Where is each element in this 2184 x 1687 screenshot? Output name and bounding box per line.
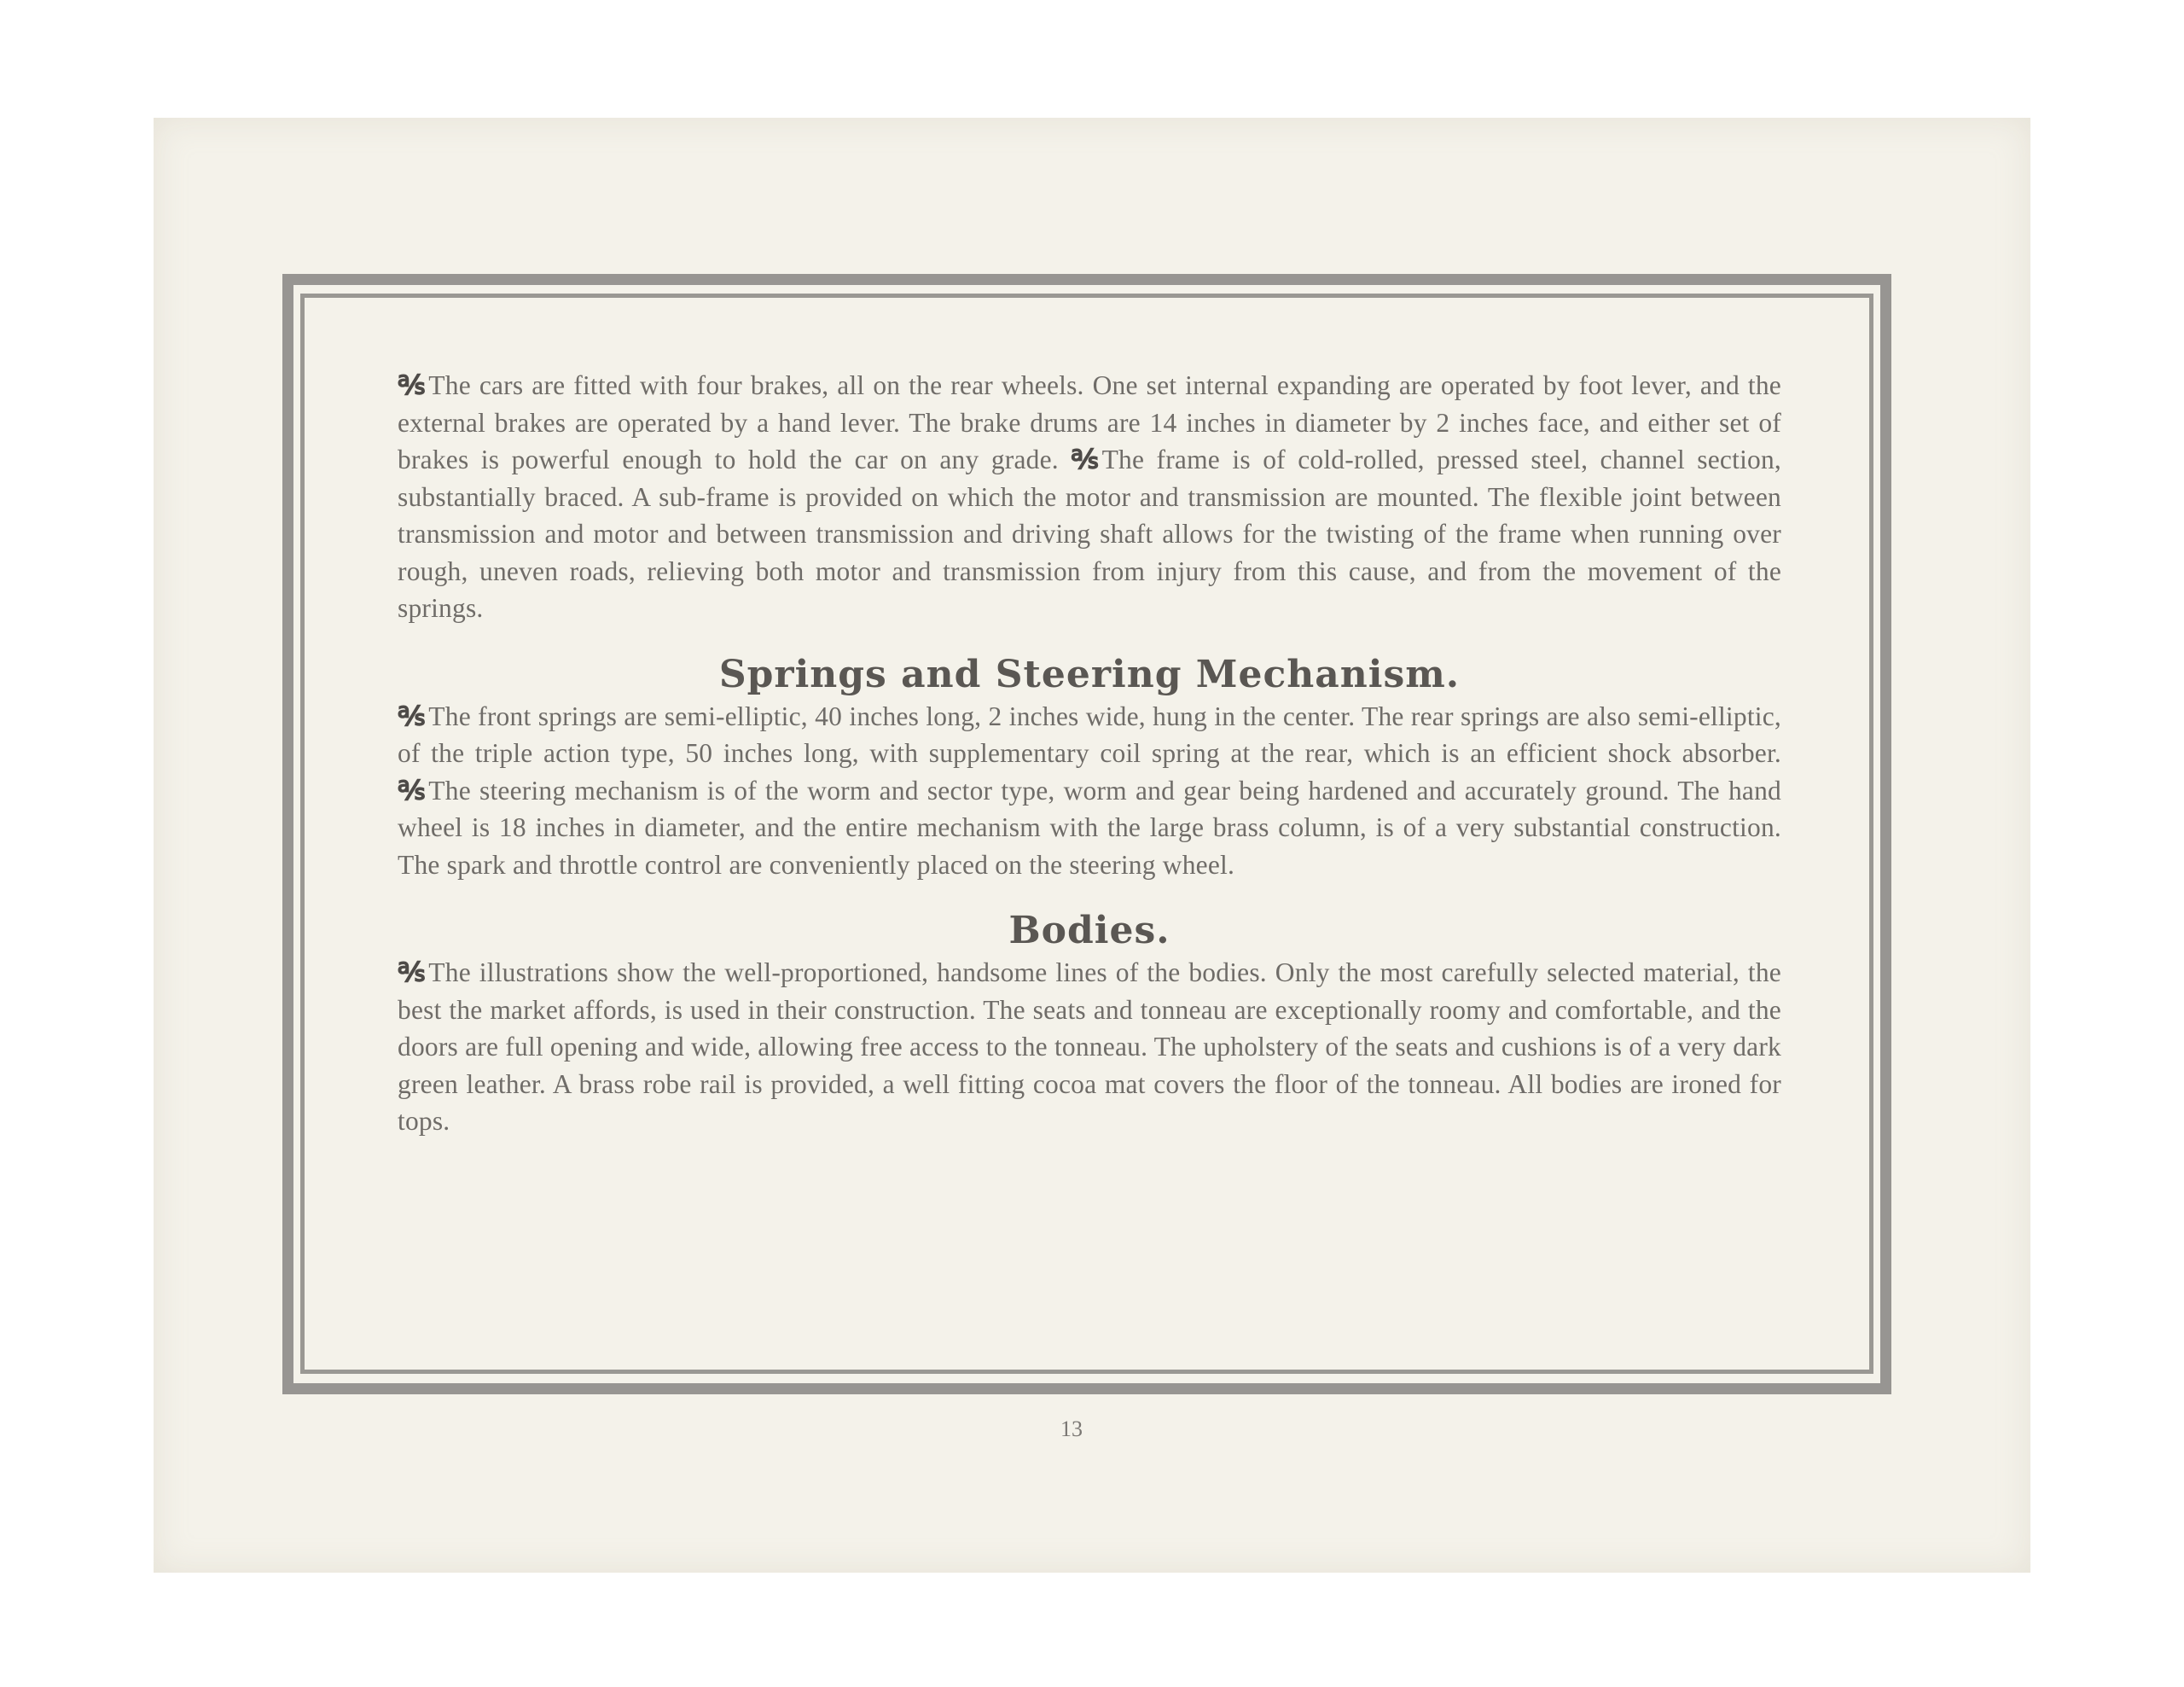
- steering-text: The steering mechanism is of the worm and sector type, worm and gear being hardened and accurately ground. The hand wheel is 18 inches in diameter, and the entire mechanism with the large brass column, is of a very substantial construction. The spark and throttle control are conveniently placed on the steering wheel.: [398, 775, 1781, 880]
- paragraph-mark-icon: ℁: [398, 701, 426, 731]
- springs-text: The front springs are semi-elliptic, 40 inches long, 2 inches wide, hung in the center. The rear springs are also semi-elliptic, of the triple action type, 50 inches long, with supplementary coil spring at the rear, which is an efficient shock absorber.: [398, 701, 1781, 768]
- paragraph-mark-icon: ℁: [398, 370, 426, 400]
- paragraph-mark-icon: ℁: [398, 775, 426, 806]
- section-heading-bodies: Bodies.: [1008, 909, 1170, 952]
- frame-text: The frame is of cold-rolled, pressed steel, channel section, substantially braced. A sub-frame is provided on which the motor and transmission are mounted. The flexible joint between transmission and motor and between transmission and driving shaft allows for the twisting of the frame when running over rough, uneven roads, relieving both motor and transmission from injury from this cause, and from the movement of the springs.: [398, 445, 1781, 623]
- section-heading-springs: Springs and Steering Mechanism.: [718, 652, 1461, 696]
- paragraph-mark-icon: ℁: [1071, 445, 1099, 474]
- springs-steering-paragraph: [398, 698, 1781, 884]
- brakes-text: The cars are fitted with four brakes, all on the rear wheels. One set internal expanding are operated by foot lever, and the external brakes are operated by a hand lever. The brake drums are 14 inches in diameter by 2 inches face, and either set of brakes is powerful enough to hold the car on any grade.: [398, 370, 1781, 474]
- paragraph-mark-icon: ℁: [398, 957, 426, 987]
- brakes-frame-paragraph: [398, 367, 1781, 627]
- page-text-block: [398, 367, 1781, 1140]
- bodies-text: The illustrations show the well-proportioned, handsome lines of the bodies. Only the most carefully selected material, the best the market affords, is used in their construction. The seats and tonneau are exceptionally roomy and comfortable, and the doors are full opening and wide, allowing free access to the tonneau. The upholstery of the seats and cushions is of a very dark green leather. A brass robe rail is provided, a well fitting cocoa mat covers the floor of the tonneau. All bodies are ironed for tops.: [398, 957, 1781, 1136]
- bodies-paragraph: [398, 954, 1781, 1140]
- page-number: 13: [1060, 1416, 1083, 1441]
